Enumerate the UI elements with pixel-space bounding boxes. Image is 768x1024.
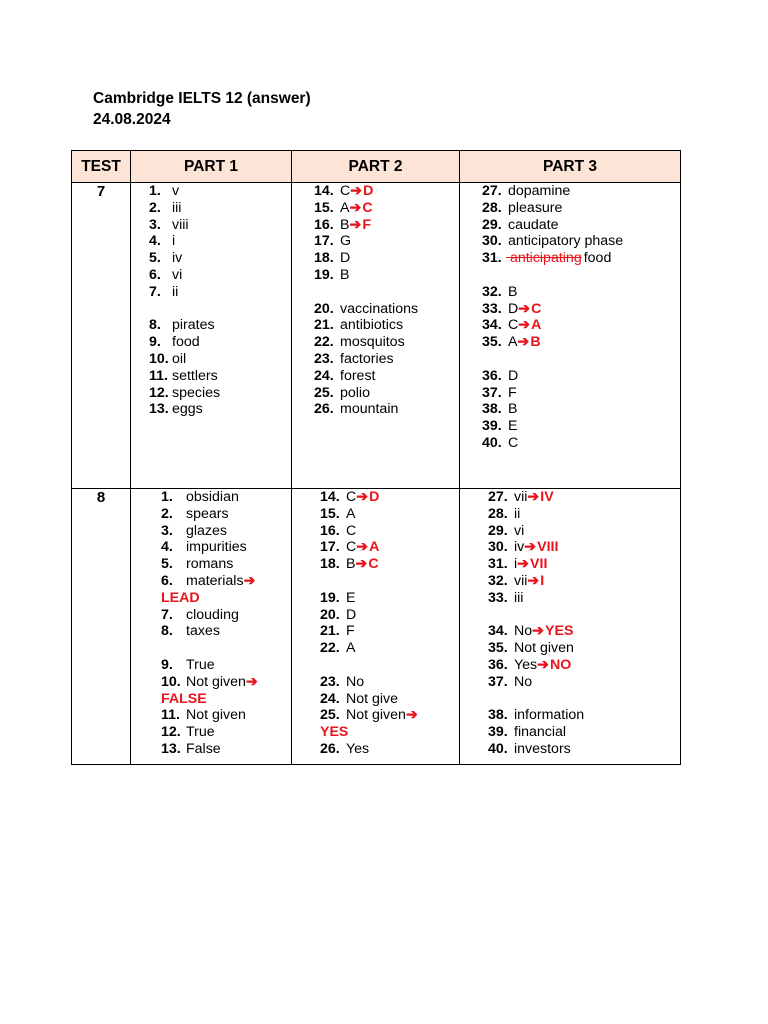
answer-number: 27. (482, 183, 502, 199)
answer-item (131, 724, 291, 741)
answer-value: A (508, 334, 518, 351)
answer-number: 21. (314, 317, 334, 334)
arrow-right-icon: ➔ (524, 539, 537, 556)
arrow-right-icon: ➔ (356, 539, 369, 556)
answer-item (292, 539, 459, 556)
answer-value: species (172, 384, 221, 401)
answer-value: G (340, 233, 352, 250)
struck-answer: anticipating (506, 250, 582, 267)
answer-number: 28. (488, 505, 508, 522)
answer-number: 17. (320, 539, 340, 556)
answer-value: No (346, 673, 365, 690)
answer-value: A (340, 199, 350, 216)
answer-item (131, 284, 291, 301)
answer-number: 27. (488, 489, 508, 505)
answer-item (131, 200, 291, 217)
arrow-right-icon: ➔ (349, 199, 362, 216)
answer-item (131, 707, 291, 724)
answer-item (460, 435, 680, 452)
answer-item (131, 217, 291, 234)
answer-value: C (346, 522, 357, 539)
answer-value: glazes (186, 522, 228, 539)
answer-item (292, 674, 459, 691)
answer-value: True (186, 724, 215, 741)
answer-number: 3. (161, 522, 173, 539)
answer-number: 37. (488, 673, 508, 690)
answer-item (292, 368, 459, 385)
answer-number: 10. (161, 673, 181, 690)
answer-number: 6. (149, 266, 161, 283)
test-row-8 (72, 489, 681, 765)
answer-item (460, 539, 680, 556)
corrected-answer: A (369, 539, 380, 556)
answer-value: food (583, 250, 612, 267)
answer-number: 14. (314, 183, 334, 199)
answer-value: obsidian (186, 489, 239, 505)
answer-item (131, 556, 291, 573)
answer-number: 37. (482, 384, 502, 401)
arrow-right-icon: ➔ (355, 556, 368, 573)
answer-value: iv (172, 250, 183, 267)
answer-value: vii (514, 489, 528, 505)
answer-item (292, 506, 459, 523)
answer-number: 5. (161, 556, 173, 573)
answer-value: Not give (346, 690, 399, 707)
answer-number: 11. (149, 367, 168, 384)
answer-item (292, 523, 459, 540)
answer-number: 33. (488, 589, 508, 606)
answer-value: mountain (340, 401, 399, 418)
answer-number: 8. (161, 623, 173, 640)
answer-item (131, 623, 291, 640)
answer-number: 18. (320, 556, 340, 573)
answer-value: C (340, 183, 351, 199)
answer-item (460, 674, 680, 691)
corrected-answer: LEAD (161, 589, 200, 606)
answer-number: 13. (161, 740, 181, 757)
answer-number: 1. (149, 183, 161, 199)
answer-value: vii (514, 572, 528, 589)
answer-item (460, 217, 680, 234)
answer-item (292, 183, 459, 200)
answer-item (460, 233, 680, 250)
answer-item (131, 368, 291, 385)
answer-item (460, 506, 680, 523)
answer-number: 4. (161, 539, 173, 556)
corrected-answer: C (368, 556, 379, 573)
answer-value: C (508, 317, 519, 334)
date-text: 24.08.2024 (93, 111, 171, 128)
answer-item (460, 368, 680, 385)
answer-number: 30. (488, 539, 508, 556)
answer-number: 23. (320, 673, 340, 690)
test-number: 7 (72, 183, 131, 489)
answer-value: False (186, 740, 221, 757)
answer-value: F (346, 623, 355, 640)
corrected-answer: D (363, 183, 374, 199)
answer-item (292, 217, 459, 234)
answer-number: 19. (314, 266, 334, 283)
answer-item (292, 267, 459, 284)
answer-item (292, 741, 459, 758)
answer-item (460, 724, 680, 741)
answer-item (131, 351, 291, 368)
answer-number: 38. (488, 707, 508, 724)
answer-number: 4. (149, 233, 161, 250)
arrow-right-icon: ➔ (245, 673, 258, 690)
answer-number: 34. (482, 317, 502, 334)
answer-number: 12. (161, 724, 181, 741)
part1-answers (131, 489, 292, 765)
answer-value: B (508, 401, 518, 418)
answer-item (292, 707, 459, 741)
answer-value: mosquitos (340, 334, 405, 351)
answer-number: 39. (482, 418, 502, 435)
arrow-right-icon: ➔ (405, 707, 418, 724)
answer-number: 19. (320, 589, 340, 606)
answer-item (460, 640, 680, 657)
corrected-answer: VIII (537, 539, 559, 556)
answer-value: A (346, 505, 356, 522)
answer-value: B (340, 216, 350, 233)
answer-number: 35. (482, 334, 502, 351)
part2-answers (292, 489, 460, 765)
answer-item (460, 183, 680, 200)
answer-value: financial (514, 724, 567, 741)
answer-value: D (340, 250, 351, 267)
arrow-right-icon: ➔ (527, 572, 540, 589)
corrected-answer: C (531, 300, 542, 317)
answer-item (292, 317, 459, 334)
answer-number: 25. (320, 707, 340, 724)
answer-value: information (514, 707, 585, 724)
answer-item (460, 334, 680, 351)
answer-number: 31. (488, 556, 508, 573)
answer-number: 40. (488, 740, 508, 757)
answer-number: 38. (482, 401, 502, 418)
answer-item (292, 351, 459, 368)
answer-value: iii (172, 199, 182, 216)
answer-number: 17. (314, 233, 334, 250)
answer-item (460, 418, 680, 435)
answer-number: 11. (161, 707, 180, 724)
answer-item (292, 691, 459, 708)
arrow-right-icon: ➔ (243, 572, 256, 589)
answer-number: 24. (320, 690, 340, 707)
arrow-right-icon: ➔ (537, 656, 550, 673)
answer-number: 16. (314, 216, 334, 233)
answer-number: 8. (149, 317, 161, 334)
answer-item (131, 334, 291, 351)
answer-item (131, 267, 291, 284)
test-number: 8 (72, 489, 131, 765)
answer-item (460, 489, 680, 506)
arrow-right-icon: ➔ (532, 623, 545, 640)
answer-value: food (172, 334, 200, 351)
answer-value: vaccinations (340, 300, 419, 317)
corrected-answer: YES (545, 623, 574, 640)
answer-number: 28. (482, 199, 502, 216)
document-title (93, 88, 311, 130)
answer-number: 9. (149, 334, 161, 351)
answer-number: 7. (149, 283, 161, 300)
part3-answers (460, 183, 681, 489)
answer-number: 32. (482, 283, 502, 300)
answer-value: E (508, 418, 518, 435)
answer-value: True (186, 656, 215, 673)
answer-number: 36. (488, 656, 508, 673)
answer-item (460, 385, 680, 402)
answer-value: dopamine (508, 183, 571, 199)
answer-number: 25. (314, 384, 334, 401)
answer-item (131, 317, 291, 334)
answer-number: 16. (320, 522, 340, 539)
answer-number: 6. (161, 572, 173, 589)
answer-number: 13. (149, 401, 169, 418)
answer-number: 2. (149, 199, 161, 216)
answer-value: C (346, 489, 357, 505)
answer-item (131, 401, 291, 418)
answer-item (131, 523, 291, 540)
corrected-answer: D (369, 489, 380, 505)
answer-item (131, 385, 291, 402)
answer-number: 15. (320, 505, 340, 522)
answer-value: caudate (508, 216, 559, 233)
answer-item (131, 573, 291, 607)
answer-value: ii (172, 283, 179, 300)
answer-value: Yes (514, 656, 538, 673)
answer-number: 5. (149, 250, 161, 267)
answer-number: 3. (149, 216, 161, 233)
answer-number: 24. (314, 367, 334, 384)
answer-value: Not given (186, 707, 246, 724)
answer-value: factories (340, 350, 394, 367)
answer-value: antibiotics (340, 317, 404, 334)
answer-item (460, 523, 680, 540)
answer-item (292, 233, 459, 250)
answer-number: 26. (320, 740, 340, 757)
answer-item (292, 401, 459, 418)
answer-table (71, 150, 681, 765)
answer-value: Not given (346, 707, 406, 724)
answer-item (460, 590, 680, 607)
answer-item (292, 607, 459, 624)
answer-number: 39. (488, 724, 508, 741)
answer-number: 2. (161, 505, 173, 522)
answer-value: forest (340, 367, 376, 384)
answer-item (460, 741, 680, 758)
answer-value: D (346, 606, 357, 623)
answer-item (131, 741, 291, 758)
answer-number: 40. (482, 434, 502, 451)
answer-value: anticipatory phase (508, 233, 624, 250)
answer-item (460, 707, 680, 724)
answer-number: 22. (320, 640, 340, 657)
answer-value: vi (514, 522, 525, 539)
arrow-right-icon: ➔ (517, 334, 530, 351)
corrected-answer: VII (530, 556, 548, 573)
answer-item (292, 640, 459, 657)
answer-number: 30. (482, 233, 502, 250)
answer-item (460, 556, 680, 573)
answer-item (131, 250, 291, 267)
arrow-right-icon: ➔ (527, 489, 540, 505)
answer-number: 9. (161, 656, 173, 673)
answer-value: vi (172, 266, 183, 283)
answer-value: spears (186, 505, 229, 522)
answer-item (131, 657, 291, 674)
answer-item (292, 385, 459, 402)
answer-item (460, 657, 680, 674)
answer-number: 20. (314, 300, 334, 317)
answer-number: 36. (482, 367, 502, 384)
answer-item (460, 250, 680, 267)
arrow-right-icon: ➔ (349, 216, 362, 233)
answer-item (131, 506, 291, 523)
answer-value: ii (514, 505, 521, 522)
answer-item (460, 301, 680, 318)
answer-item (460, 200, 680, 217)
answer-value: No (514, 673, 533, 690)
answer-item (292, 623, 459, 640)
corrected-answer: NO (550, 656, 572, 673)
answer-item (131, 674, 291, 708)
answer-value: A (346, 640, 356, 657)
answer-value: eggs (172, 401, 203, 418)
answer-value: B (340, 266, 350, 283)
answer-item (292, 200, 459, 217)
answer-value: taxes (186, 623, 220, 640)
answer-number: 35. (488, 640, 508, 657)
header-test: TEST (72, 151, 131, 183)
answer-number: 21. (320, 623, 340, 640)
answer-value: romans (186, 556, 234, 573)
answer-number: 34. (488, 623, 508, 640)
answer-value: Not given (514, 640, 574, 657)
answer-item (460, 573, 680, 590)
corrected-answer: A (531, 317, 542, 334)
corrected-answer: FALSE (161, 690, 207, 707)
answer-value: Yes (346, 740, 370, 757)
answer-value: oil (172, 350, 187, 367)
answer-item (131, 539, 291, 556)
part1-answers (131, 183, 292, 489)
answer-value: pleasure (508, 199, 563, 216)
part3-answers (460, 489, 681, 765)
test-row-7 (72, 183, 681, 489)
answer-number: 20. (320, 606, 340, 623)
answer-value: D (508, 367, 519, 384)
answer-value: F (508, 384, 517, 401)
answer-value: clouding (186, 606, 239, 623)
answer-value: i (514, 556, 518, 573)
arrow-right-icon: ➔ (350, 183, 363, 199)
answer-value: B (508, 283, 518, 300)
answer-value: B (346, 556, 356, 573)
answer-number: 29. (482, 216, 502, 233)
header-row (72, 151, 681, 183)
corrected-answer: C (362, 199, 373, 216)
corrected-answer: YES (320, 724, 349, 741)
answer-number: 22. (314, 334, 334, 351)
answer-item (292, 301, 459, 318)
answer-number: 7. (161, 606, 173, 623)
answer-item (460, 401, 680, 418)
header-part1: PART 1 (131, 151, 292, 183)
corrected-answer: F (362, 216, 372, 233)
part2-answers (292, 183, 460, 489)
answer-value: iv (514, 539, 525, 556)
answer-item (460, 284, 680, 301)
answer-value: materials (186, 572, 244, 589)
answer-item (460, 623, 680, 640)
answer-number: 15. (314, 199, 334, 216)
answer-item (460, 317, 680, 334)
corrected-answer: B (530, 334, 541, 351)
answer-value: viii (172, 216, 189, 233)
arrow-right-icon: ➔ (518, 317, 531, 334)
answer-value: pirates (172, 317, 215, 334)
answer-item (131, 607, 291, 624)
answer-number: 26. (314, 401, 334, 418)
answer-value: C (508, 434, 519, 451)
answer-value: polio (340, 384, 370, 401)
answer-number: 31. (482, 250, 502, 267)
answer-number: 29. (488, 522, 508, 539)
corrected-answer: I (540, 572, 545, 589)
answer-number: 10. (149, 350, 169, 367)
answer-number: 12. (149, 384, 169, 401)
answer-item (292, 590, 459, 607)
answer-value: i (172, 233, 176, 250)
answer-item (292, 334, 459, 351)
arrow-right-icon: ➔ (518, 300, 531, 317)
title-text: Cambridge IELTS 12 (answer) (93, 90, 311, 107)
header-part2: PART 2 (292, 151, 460, 183)
answer-item (131, 233, 291, 250)
answer-item (292, 250, 459, 267)
answer-value: settlers (172, 367, 218, 384)
answer-value: v (172, 183, 180, 199)
arrow-right-icon: ➔ (517, 556, 530, 573)
answer-number: 33. (482, 300, 502, 317)
corrected-answer: IV (540, 489, 554, 505)
answer-value: investors (514, 740, 571, 757)
answer-item (292, 489, 459, 506)
answer-number: 1. (161, 489, 173, 505)
answer-value: D (508, 300, 519, 317)
answer-value: C (346, 539, 357, 556)
answer-value: Not given (186, 673, 246, 690)
arrow-right-icon: ➔ (356, 489, 369, 505)
answer-item (131, 183, 291, 200)
header-part3: PART 3 (460, 151, 681, 183)
answer-value: No (514, 623, 533, 640)
answer-value: impurities (186, 539, 247, 556)
answer-value: E (346, 589, 356, 606)
answer-item (292, 556, 459, 573)
answer-number: 23. (314, 350, 334, 367)
answer-number: 32. (488, 572, 508, 589)
answer-value: iii (514, 589, 524, 606)
answer-item (131, 489, 291, 506)
answer-number: 18. (314, 250, 334, 267)
answer-number: 14. (320, 489, 340, 505)
